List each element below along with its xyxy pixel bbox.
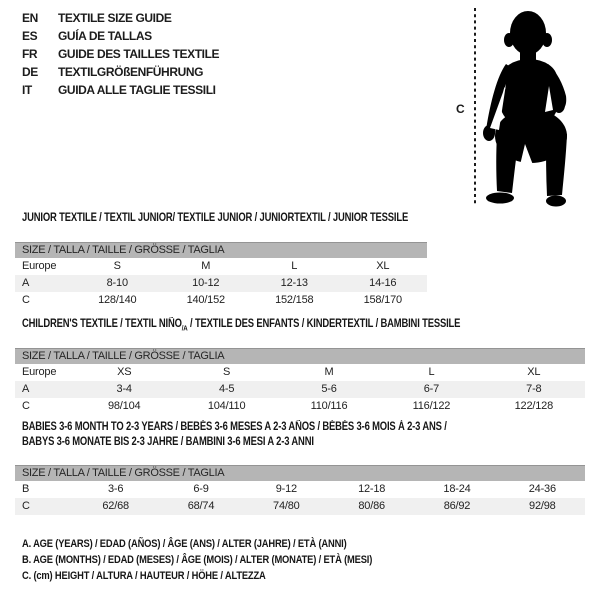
table-cell: 104/110 [207,400,246,412]
table-cell: M [324,366,334,378]
table-cell: 98/104 [107,400,141,412]
lang-label: TEXTILE SIZE GUIDE [58,11,172,25]
table-cell: 12-18 [358,483,386,495]
size-header-bar: SIZE / TALLA / TAILLE / GRÖSSE / TAGLIA [15,465,585,481]
baby-foot-right [546,196,566,207]
baby-ear-right [542,33,552,47]
lang-row-fr [22,45,219,63]
children-table-title [22,318,460,332]
junior-table-title [22,212,408,224]
table-cell: 128/140 [98,294,137,306]
table-row-c [15,292,427,309]
table-row-europe [15,258,427,275]
table-cell: 4-5 [218,383,235,395]
title-text-post: / TEXTILE DES ENFANTS / KINDERTEXTIL / BAMBINI TESSILE [187,318,461,330]
table-cell: XL [376,260,390,272]
table-cell: XS [117,366,132,378]
legend-line-c: C. (cm) HEIGHT / ALTURA / HAUTEUR / HÖHE / ALTEZZA [22,570,266,582]
title-text-pre: CHILDREN'S TEXTILE / TEXTIL NIÑO [22,318,182,330]
lang-label: TEXTILGRÖßENFÜHRUNG [58,65,204,79]
table-row-c [15,398,585,415]
table-cell: 92/98 [529,500,556,512]
row-label: B [22,483,30,495]
table-cell: 7-8 [526,383,542,395]
table-cell: 14-16 [369,277,397,289]
title-line-1: BABIES 3-6 MONTH TO 2-3 YEARS / BEBÉS 3-6 MESES A 2-3 AÑOS / BÉBÉS 3-6 MOIS À 2-3 ANS / [22,421,447,433]
lang-row-de [22,63,219,81]
lang-label: GUÍA DE TALLAS [58,29,152,43]
baby-ear-left [504,33,514,47]
table-cell: 110/116 [310,400,348,412]
table-cell: 140/152 [186,294,225,306]
children-size-table [15,348,585,415]
lang-code: EN [22,11,38,25]
table-cell: L [428,366,435,378]
row-label: A [22,277,30,289]
row-label: C [22,294,30,306]
table-cell: 152/158 [275,294,314,306]
lang-label: GUIDE DES TAILLES TEXTILE [58,47,220,61]
lang-label: GUIDA ALLE TAGLIE TESSILI [58,83,216,97]
lang-row-en [22,9,219,27]
row-label: C [22,400,30,412]
table-cell: 3-6 [108,483,124,495]
table-cell: S [113,260,121,272]
lang-row-es [22,27,219,45]
table-cell: 3-4 [116,383,132,395]
title-text: JUNIOR TEXTILE / TEXTIL JUNIOR/ TEXTILE JUNIOR / JUNIORTEXTIL / JUNIOR TESSILE [22,212,409,224]
table-row-b [15,481,585,498]
row-label: Europe [22,366,57,378]
table-cell: 8-10 [106,277,128,289]
table-cell: 9-12 [275,483,297,495]
table-cell: 10-12 [192,277,220,289]
row-label: Europe [22,260,57,272]
table-cell: 86/92 [443,500,471,512]
size-header-bar: SIZE / TALLA / TAILLE / GRÖSSE / TAGLIA [15,242,427,258]
legend-line-a: A. AGE (YEARS) / EDAD (AÑOS) / ÂGE (ANS) / ALTER (JAHRE) / ETÀ (ANNI) [22,538,347,550]
table-cell: L [291,260,298,272]
table-row-a [15,381,585,398]
junior-size-table [15,242,427,309]
baby-foot-left [486,193,514,204]
language-header [22,9,219,99]
table-cell: 6-7 [423,383,440,395]
lang-code: IT [22,83,32,97]
table-cell: M [201,260,211,272]
lang-row-it [22,81,219,99]
legend-line-b: B. AGE (MONTHS) / EDAD (MESES) / ÂGE (MOIS) / ALTER (MONATE) / ETÀ (MESI) [22,554,373,566]
table-cell: 158/170 [363,294,402,306]
table-cell: 5-6 [321,383,337,395]
baby-leg-right [546,134,567,196]
lang-code: DE [22,65,38,79]
table-cell: S [223,366,231,378]
table-cell: 74/80 [273,500,300,512]
lang-code: ES [22,29,38,43]
table-cell: 24-36 [528,483,556,495]
lang-code: FR [22,47,38,61]
row-label: C [22,500,30,512]
babies-size-table [15,465,585,515]
table-cell: 62/68 [102,500,129,512]
table-cell: 68/74 [187,500,215,512]
baby-hand-right [553,97,565,113]
table-row-europe [15,364,585,381]
row-label: A [22,383,30,395]
table-cell: XL [527,366,541,378]
baby-silhouette [468,6,572,210]
table-cell: 122/128 [514,400,554,412]
table-cell: 116/122 [412,400,451,412]
size-header-bar: SIZE / TALLA / TAILLE / GRÖSSE / TAGLIA [15,348,585,364]
table-cell: 80/86 [358,500,385,512]
legend [22,536,434,584]
table-cell: 6-9 [193,483,209,495]
table-row-c [15,498,585,515]
table-cell: 12-13 [280,277,308,289]
table-row-a [15,275,427,292]
babies-table-title [22,420,447,450]
height-marker-label: C [456,102,465,116]
title-subscript: /A [181,323,188,333]
table-cell: 18-24 [443,483,471,495]
title-line-2: BABYS 3-6 MONATE BIS 2-3 JAHRE / BAMBINI 3-6 MESI A 2-3 ANNI [22,436,314,448]
